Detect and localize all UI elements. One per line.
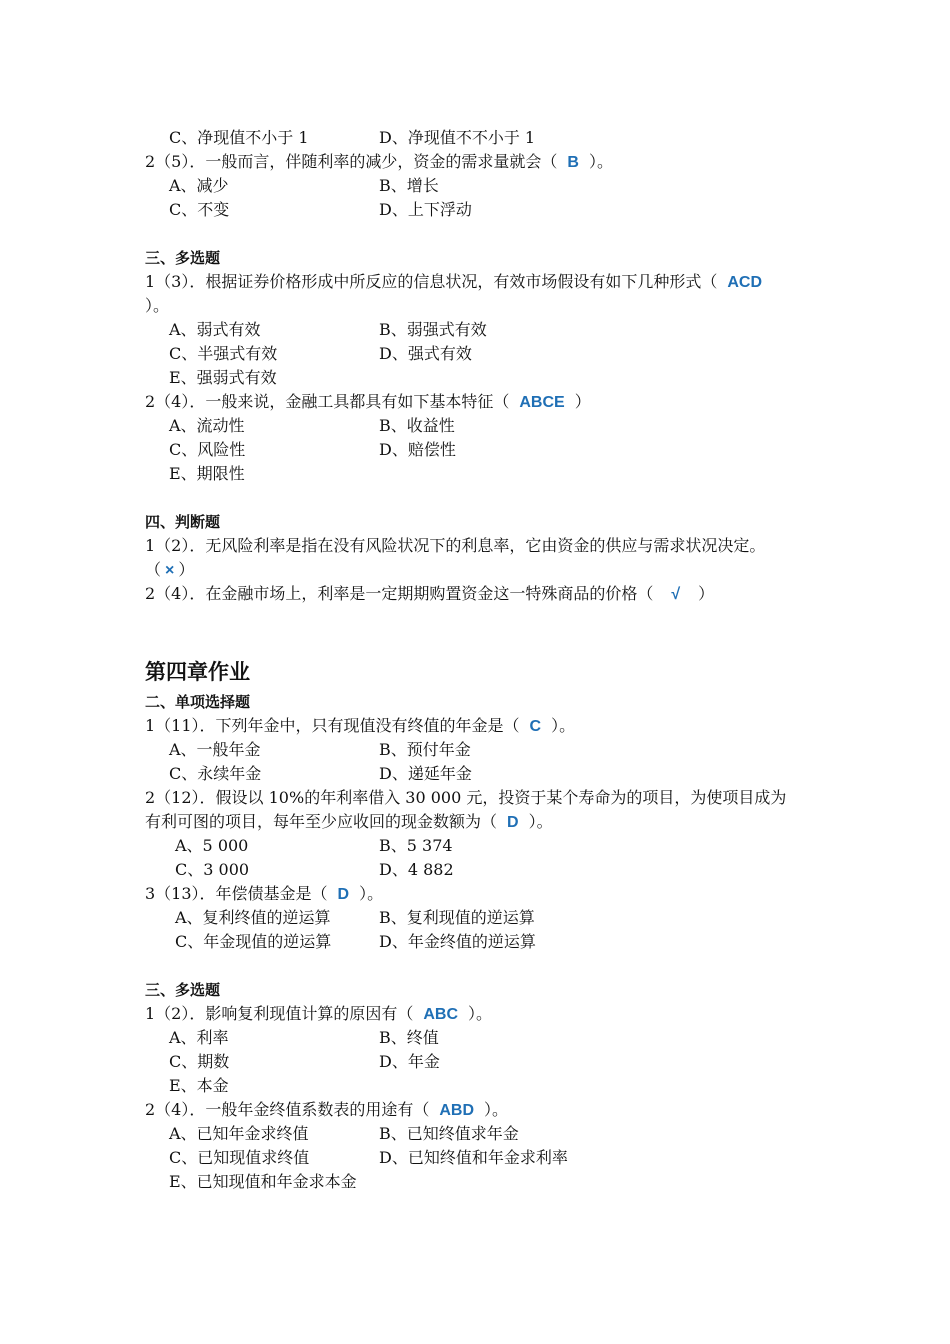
question-stem: 1（11）．下列年金中，只有现值没有终值的年金是（ [145,716,520,735]
option-c: C、已知现值求终值 [169,1148,310,1167]
option-c: C、净现值不小于 1 [169,128,309,147]
option-row [145,906,825,930]
question-close: ） [574,392,591,411]
option-c: C、3 000 [175,860,250,879]
option-b: B、复利现值的逆运算 [379,908,535,927]
option-row [145,738,825,762]
option-b: B、终值 [379,1028,439,1047]
answer: ABD [439,1102,475,1119]
option-row [145,1122,825,1146]
option-e: E、期限性 [169,464,245,483]
option-row [145,1074,825,1098]
option-e: E、本金 [169,1076,229,1095]
option-c: C、永续年金 [169,764,262,783]
question-stem: 1（2）．影响复利现值计算的原因有（ [145,1004,414,1023]
option-row [145,414,825,438]
question-stem: 2（4）．一般来说，金融工具都具有如下基本特征（ [145,392,510,411]
question-close: ）。 [588,152,613,171]
question-text [145,714,825,738]
option-c: C、不变 [169,200,230,219]
question-text: 2（12）．假设以 10%的年利率借入 30 000 元，投资于某个寿命为的项目，为使项目成为 [145,788,787,807]
option-d: D、赔偿性 [379,440,456,459]
question-text [145,1098,825,1122]
question-close: ）。 [528,812,553,831]
answer: D [507,814,519,831]
option-a: A、5 000 [175,836,249,855]
option-d: D、净现值不不小于 1 [379,128,536,147]
option-e: E、已知现值和年金求本金 [169,1172,357,1191]
option-row [145,318,825,342]
question-stem: 有利可图的项目，每年至少应收回的现金数额为（ [145,812,498,831]
option-c: C、半强式有效 [169,344,278,363]
question-stem: 2（4）．一般年金终值系数表的用途有（ [145,1100,430,1119]
question-text [145,390,825,414]
section-heading: 三、多选题 [145,981,221,999]
option-a: A、复利终值的逆运算 [175,908,331,927]
option-d: D、强式有效 [379,344,472,363]
option-d: D、4 882 [379,860,454,879]
question-text [145,882,825,906]
question-close: ）。 [484,1100,509,1119]
option-c: C、年金现值的逆运算 [175,932,332,951]
option-d: D、已知终值和年金求利率 [379,1148,568,1167]
option-row [145,462,825,486]
option-a: A、利率 [169,1028,229,1047]
question-text: 1（2）．无风险利率是指在没有风险状况下的利息率，它由资金的供应与需求状况决定。 [145,536,766,555]
answer: C [529,718,542,735]
question-text [145,270,825,294]
question-close: ）。 [551,716,576,735]
option-b: B、收益性 [379,416,455,435]
question-close-line: ）。 [145,296,170,315]
option-b: B、弱强式有效 [379,320,487,339]
option-d: D、递延年金 [379,764,472,783]
option-row [145,174,825,198]
option-row [145,1050,825,1074]
option-row [145,1026,825,1050]
option-a: A、流动性 [169,416,245,435]
answer: ABCE [519,394,565,411]
option-row [145,834,825,858]
chapter-title: 第四章作业 [145,660,250,684]
option-row [145,762,825,786]
question-answer-line [145,558,825,582]
answer: ACD [727,274,763,291]
question-close: ）。 [359,884,384,903]
option-row [145,126,825,150]
option-d: D、上下浮动 [379,200,472,219]
option-a: A、一般年金 [169,740,261,759]
answer: ABC [423,1006,459,1023]
option-a: A、已知年金求终值 [169,1124,309,1143]
question-text [145,150,825,174]
option-row [145,1146,825,1170]
option-row [145,1170,825,1194]
option-b: B、预付年金 [379,740,471,759]
answer: × [165,562,175,579]
question-text [145,1002,825,1026]
option-d: D、年金终值的逆运算 [379,932,536,951]
option-row [145,342,825,366]
option-row [145,858,825,882]
question-open: （ [145,560,162,579]
document-page [145,126,825,1194]
option-a: A、减少 [169,176,229,195]
option-c: C、期数 [169,1052,230,1071]
option-row [145,930,825,954]
answer: B [567,154,579,171]
option-a: A、弱式有效 [169,320,261,339]
question-close: ） [178,560,195,579]
option-c: C、风险性 [169,440,246,459]
section-heading: 二、单项选择题 [145,693,251,711]
question-text [145,582,825,606]
answer: √ [671,586,681,603]
option-b: B、5 374 [379,836,453,855]
option-row [145,438,825,462]
question-stem: 2（5）．一般而言，伴随利率的减少，资金的需求量就会（ [145,152,558,171]
question-stem: 1（3）．根据证券价格形成中所反应的信息状况，有效市场假设有如下几种形式（ [145,272,718,291]
option-b: B、增长 [379,176,439,195]
option-e: E、强弱式有效 [169,368,277,387]
question-close: ）。 [468,1004,493,1023]
question-close: ） [698,584,715,603]
option-row [145,198,825,222]
section-heading: 四、判断题 [145,513,221,531]
question-stem: 3（13）．年偿债基金是（ [145,884,328,903]
question-text [145,810,825,834]
question-stem: 2（4）．在金融市场上，利率是一定期期购置资金这一特殊商品的价格（ [145,584,654,603]
section-heading: 三、多选题 [145,249,221,267]
option-row [145,366,825,390]
option-b: B、已知终值求年金 [379,1124,519,1143]
answer: D [337,886,350,903]
option-d: D、年金 [379,1052,440,1071]
